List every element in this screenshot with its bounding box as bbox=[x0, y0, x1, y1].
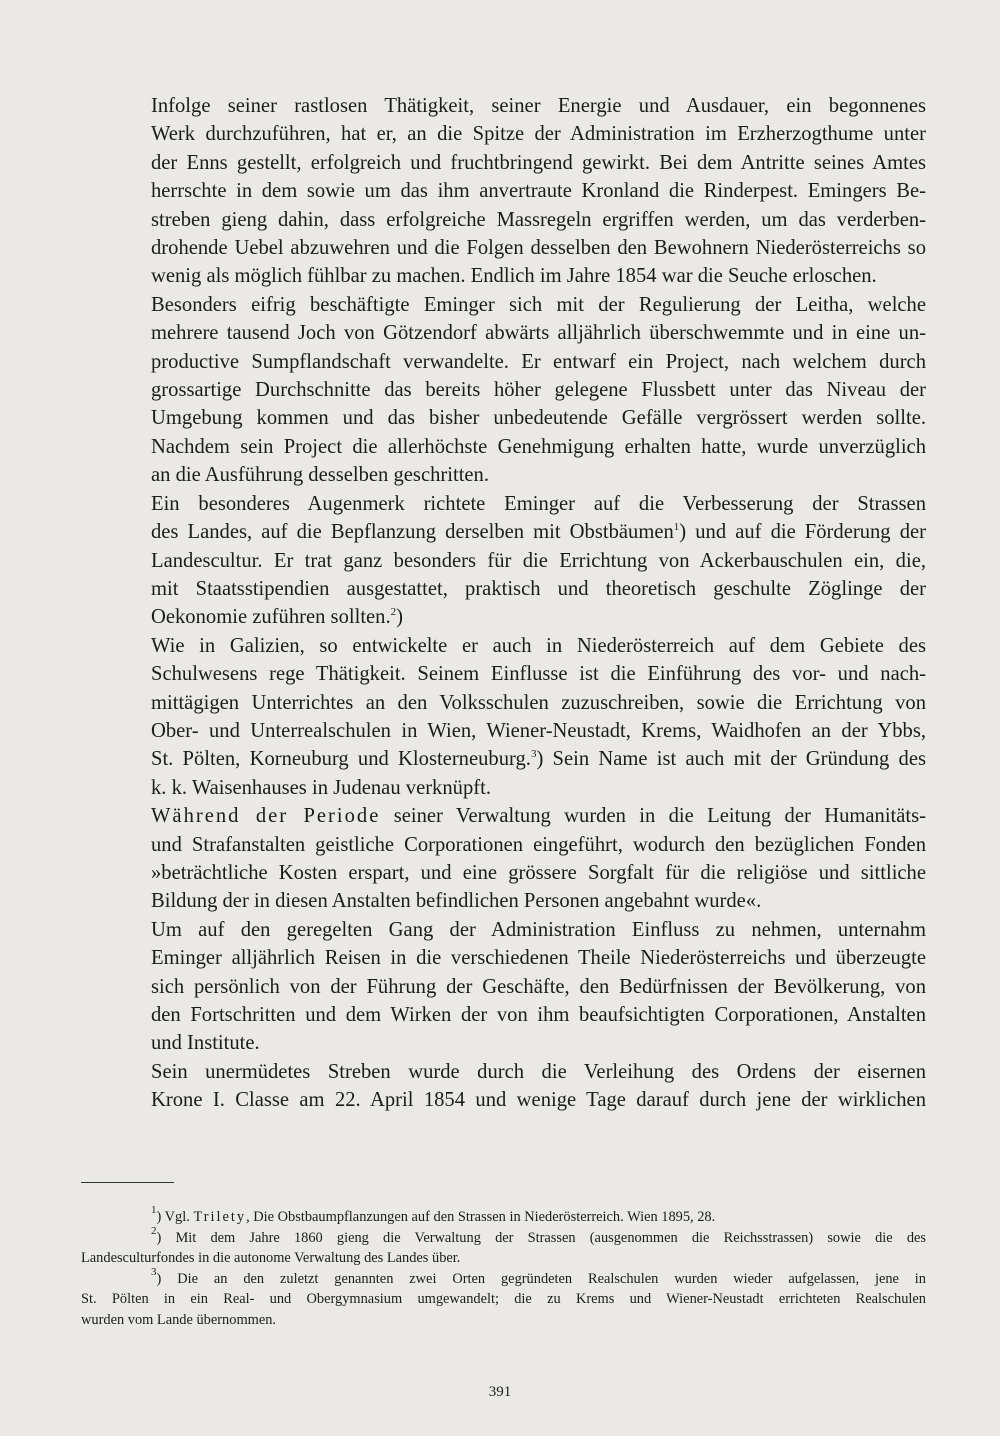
footnote-3 bbox=[81, 1265, 926, 1331]
footnote-ref: 1 bbox=[673, 521, 680, 534]
text-line: Landescultur. Er trat ganz besonders für die Errichtung von Ackerbauschulen ein, die, bbox=[151, 549, 926, 572]
text-line: Infolge seiner rastlosen Thätigkeit, seiner Energie und Ausdauer, ein begonnenes bbox=[151, 95, 926, 117]
text-line: mit Staatsstipendien ausgestattet, praktisch und theoretisch geschulte Zöglinge der bbox=[151, 577, 926, 600]
text-line: wenig als möglich fühlbar zu machen. Endlich im Jahre 1854 war die Seuche erloschen. bbox=[151, 265, 877, 288]
text-line: Umgebung kommen und das bisher unbedeutende Gefälle vergrössert werden sollte. bbox=[151, 407, 926, 430]
text-line: grossartige Durchschnitte das bereits höher gelegene Flussbett unter das Niveau der bbox=[151, 379, 926, 402]
page-number: 391 bbox=[488, 1384, 512, 1400]
text-line: k. k. Waisenhauses in Judenau verknüpft. bbox=[151, 776, 491, 799]
author-name: Trilety bbox=[193, 1209, 247, 1225]
paragraph-3 bbox=[81, 490, 926, 632]
text-line: Ober- und Unterrealschulen in Wien, Wiener-Neustadt, Krems, Waidhofen an der Ybbs, bbox=[151, 719, 926, 742]
text-line: $^2$) Mit dem Jahre 1860 gieng die Verwaltung der Strassen (ausgenommen die Reichsstrassen) sowie die des bbox=[151, 1224, 927, 1246]
text-segment: ) bbox=[396, 606, 403, 629]
text-line: Krone I. Classe am 22. April 1854 und wenige Tage darauf durch jene der wirklichen bbox=[151, 1089, 926, 1112]
paragraph-2 bbox=[81, 291, 926, 490]
text-line: Sein unermüdetes Streben wurde durch die Verleihung des Ordens der eisernen bbox=[151, 1060, 926, 1083]
text-segment: Oekonomie zuführen sollten. bbox=[151, 606, 391, 629]
footnote-2 bbox=[81, 1224, 927, 1269]
text-line: $^1$) Vgl. Trilety, Die Obstbaumpflanzungen auf den Strassen in Niederösterreich. Wien 1895, 28. bbox=[151, 1204, 716, 1225]
text-line: Landesculturfondes in die autonome Verwaltung des Landes über. bbox=[81, 1250, 461, 1267]
footnote-mark: 1 bbox=[151, 1204, 157, 1216]
text-line: mehrere tausend Joch von Götzendorf abwärts alljährlich überschwemmte und in eine un- bbox=[151, 322, 926, 345]
paragraph-7 bbox=[81, 1058, 926, 1115]
text-line bbox=[81, 802, 926, 830]
text-line: und Strafanstalten geistliche Corporationen eingeführt, wodurch den bezüglichen Fonden bbox=[151, 833, 926, 856]
text-line: der Enns gestellt, erfolgreich und fruchtbringend gewirkt. Bei dem Antritte seines Amtes bbox=[151, 151, 926, 174]
text-line: den Fortschritten und dem Wirken der von ihm beaufsichtigten Corporationen, Anstalten bbox=[151, 1004, 926, 1026]
text-line: Bildung der in diesen Anstalten befindlichen Personen angebahnt wurde«. bbox=[151, 890, 762, 913]
footnote-mark: 2 bbox=[151, 1224, 157, 1237]
paragraph-5 bbox=[81, 802, 926, 916]
text-segment: Vgl. bbox=[164, 1209, 194, 1225]
text-line: Um auf den geregelten Gang der Administration Einfluss zu nehmen, unternahm bbox=[151, 918, 926, 941]
text-line bbox=[81, 518, 926, 546]
text-line: Werk durchzuführen, hat er, an die Spitze der Administration im Erzherzogthume unter bbox=[151, 123, 926, 146]
text-segment: , Die Obstbaumpflanzungen auf den Strassen in Niederösterreich. Wien 1895, 28. bbox=[246, 1209, 716, 1225]
text-line bbox=[81, 603, 926, 631]
text-line: drohende Uebel abzuwehren und die Folgen desselben den Bewohnern Niederösterreichs so bbox=[151, 237, 926, 260]
footnote-1 bbox=[81, 1204, 926, 1228]
text-segment: ) und auf die Förderung der bbox=[679, 521, 926, 544]
text-line: sich persönlich von der Führung der Geschäfte, den Bedürfnissen der Bevölkerung, von bbox=[151, 975, 926, 998]
paragraph-6 bbox=[81, 916, 926, 1058]
text-line: streben gieng dahin, dass erfolgreiche Massregeln ergriffen werden, um das verderben- bbox=[151, 208, 926, 231]
body-text bbox=[81, 92, 926, 1115]
text-line: $^3$) Die an den zuletzt genannten zwei Orten gegründeten Realschulen wurden wieder aufgelassen, jene in bbox=[151, 1265, 926, 1287]
text-line: productive Sumpflandschaft verwandelte. Er entwarf ein Project, nach welchem durch bbox=[151, 350, 926, 373]
text-line: Nachdem sein Project die allerhöchste Genehmigung erhalten hatte, wurde unverzüglich bbox=[151, 435, 926, 458]
paragraph-4 bbox=[81, 632, 926, 802]
text-segment: St. Pölten, Korneuburg und Klosterneuburg. bbox=[151, 748, 531, 771]
text-segment: Mit dem Jahre 1860 gieng die Verwaltung der Strassen (ausgenommen die Reichsstrassen) sowie die des bbox=[175, 1229, 927, 1246]
text-line: und Institute. bbox=[151, 1032, 260, 1055]
text-segment: des Landes, auf die Bepflanzung derselben mit Obstbäumen bbox=[151, 521, 674, 544]
text-segment: seiner Verwaltung wurden in die Leitung der Humanitäts- bbox=[380, 805, 926, 828]
footnote-mark: 3 bbox=[151, 1265, 157, 1278]
text-line: Eminger alljährlich Reisen in die verschiedenen Theile Niederösterreichs und überzeugte bbox=[151, 947, 926, 970]
text-line: an die Ausführung desselben geschritten. bbox=[151, 464, 489, 487]
text-line: Besonders eifrig beschäftigte Eminger sich mit der Regulierung der Leitha, welche bbox=[151, 293, 926, 316]
text-line: mittägigen Unterrichtes an den Volksschulen zuzuschreiben, sowie die Errichtung von bbox=[151, 691, 926, 714]
text-line: Wie in Galizien, so entwickelte er auch in Niederösterreich auf dem Gebiete des bbox=[151, 634, 926, 657]
text-segment: ) Sein Name ist auch mit der Gründung des bbox=[536, 748, 927, 771]
text-line: wurden vom Lande übernommen. bbox=[81, 1311, 277, 1328]
paragraph-1 bbox=[81, 92, 926, 291]
text-line: herrschte in dem sowie um das ihm anvertraute Kronland die Rinderpest. Emingers Be- bbox=[151, 180, 926, 203]
spaced-emphasis: Während der Periode bbox=[151, 805, 381, 828]
text-line: St. Pölten in ein Real- und Obergymnasium umgewandelt; die zu Krems und Wiener-Neustadt errichteten Realschulen bbox=[81, 1291, 926, 1308]
text-segment: Die an den zuletzt genannten zwei Orten gegründeten Realschulen wurden wieder aufgelassen, jene in bbox=[177, 1270, 926, 1287]
text-line: Schulwesens rege Thätigkeit. Seinem Einflusse ist die Einführung des vor- und nach- bbox=[151, 663, 926, 686]
footnote-divider bbox=[81, 1182, 174, 1183]
text-line: Ein besonderes Augenmerk richtete Eminger auf die Verbesserung der Strassen bbox=[151, 492, 926, 515]
text-line bbox=[81, 745, 926, 773]
footnotes bbox=[81, 1204, 927, 1331]
footnote-ref: 2 bbox=[390, 606, 397, 619]
footnote-ref: 3 bbox=[530, 748, 537, 761]
text-line: »beträchtliche Kosten erspart, und eine grössere Sorgfalt für die religiöse und sittliche bbox=[151, 861, 926, 884]
